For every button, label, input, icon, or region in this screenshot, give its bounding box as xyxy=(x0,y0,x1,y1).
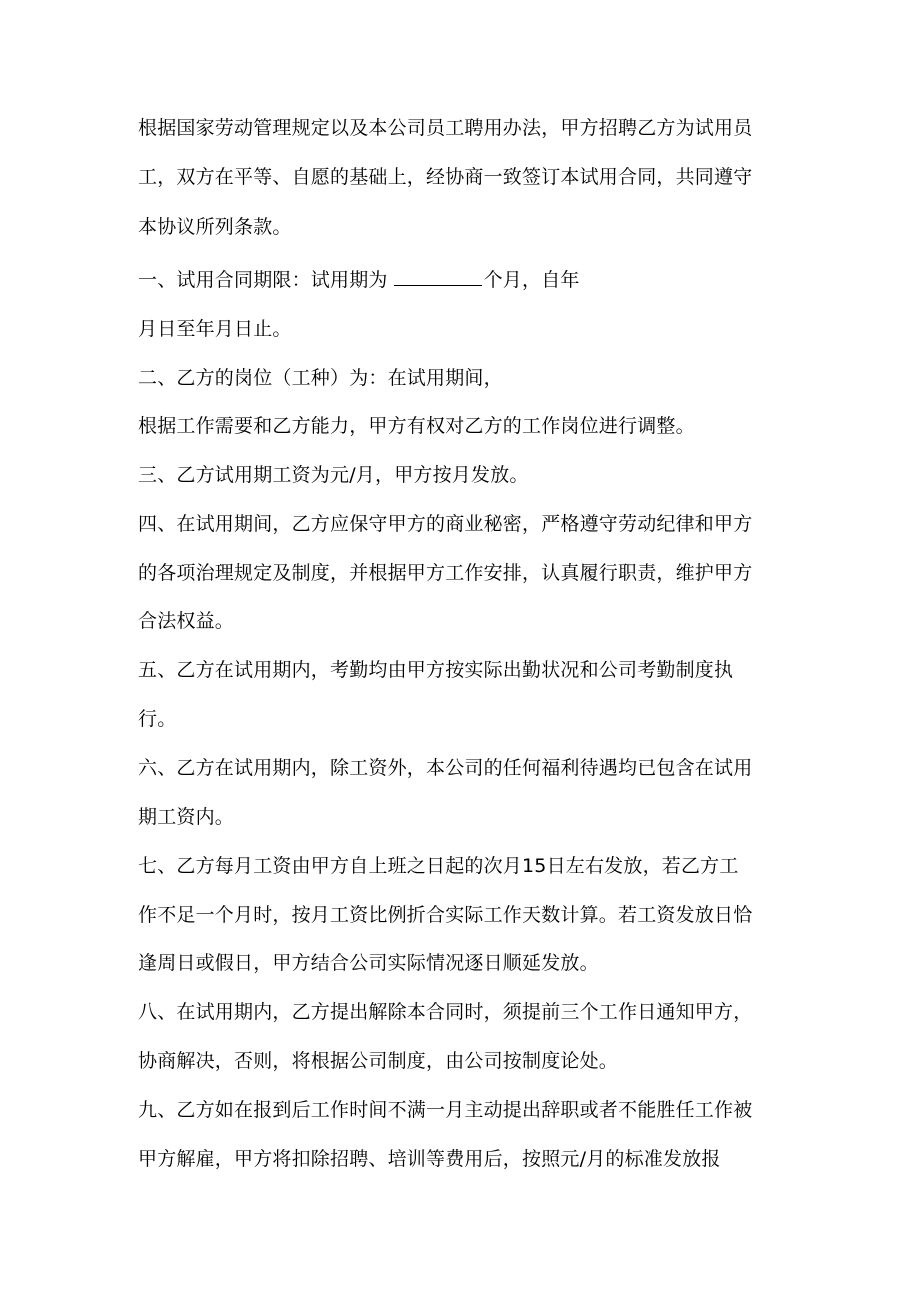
clause-2-line: 二、乙方的岗位（工种）为：在试用期间， xyxy=(138,367,503,389)
probation-months-blank xyxy=(394,267,482,286)
clause-1-text-start: 一、试用合同期限：试用期为 xyxy=(138,269,388,291)
text-line-16: 期工资内。 xyxy=(138,806,235,828)
text-line-1: 根据国家劳动管理规定以及本公司员工聘用办法，甲方招聘乙方为试用员 xyxy=(138,117,753,139)
text-line-3: 本协议所列条款。 xyxy=(138,216,292,238)
clause-7-line: 七、乙方每月工资由甲方自上班之日起的次月15日左右发放，若乙方工 xyxy=(138,855,739,877)
clause-9-line: 九、乙方如在报到后工作时间不满一月主动提出辞职或者不能胜任工作被 xyxy=(138,1099,753,1121)
text-line-14: 行。 xyxy=(138,708,177,730)
clause-1-line xyxy=(138,267,580,292)
text-line-21: 协商解决，否则，将根据公司制度，由公司按制度论处。 xyxy=(138,1050,619,1072)
clause-1-text-end: 个月，自年 xyxy=(483,269,580,291)
text-line-7: 根据工作需要和乙方能力，甲方有权对乙方的工作岗位进行调整。 xyxy=(138,415,695,437)
text-line-2: 工，双方在平等、自愿的基础上，经协商一致签订本试用合同，共同遵守 xyxy=(138,166,753,188)
text-line-18: 作不足一个月时，按月工资比例折合实际工作天数计算。若工资发放日恰 xyxy=(138,904,753,926)
text-line-5: 月日至年月日止。 xyxy=(138,318,292,340)
clause-6-line: 六、乙方在试用期内，除工资外，本公司的任何福利待遇均已包含在试用 xyxy=(138,757,753,779)
text-line-19: 逢周日或假日，甲方结合公司实际情况逐日顺延发放。 xyxy=(138,952,599,974)
clause-4-line: 四、在试用期间，乙方应保守甲方的商业秘密，严格遵守劳动纪律和甲方 xyxy=(138,513,753,535)
clause-3-line: 三、乙方试用期工资为元/月，甲方按月发放。 xyxy=(138,464,529,486)
clause-8-line: 八、在试用期内，乙方提出解除本合同时，须提前三个工作日通知甲方， xyxy=(138,1001,753,1023)
text-line-12: 合法权益。 xyxy=(138,610,235,632)
text-line-11: 的各项治理规定及制度，并根据甲方工作安排，认真履行职责，维护甲方 xyxy=(138,562,753,584)
clause-5-line: 五、乙方在试用期内，考勤均由甲方按实际出勤状况和公司考勤制度执 xyxy=(138,659,734,681)
text-line-23: 甲方解雇，甲方将扣除招聘、培训等费用后，按照元/月的标准发放报 xyxy=(138,1148,721,1170)
